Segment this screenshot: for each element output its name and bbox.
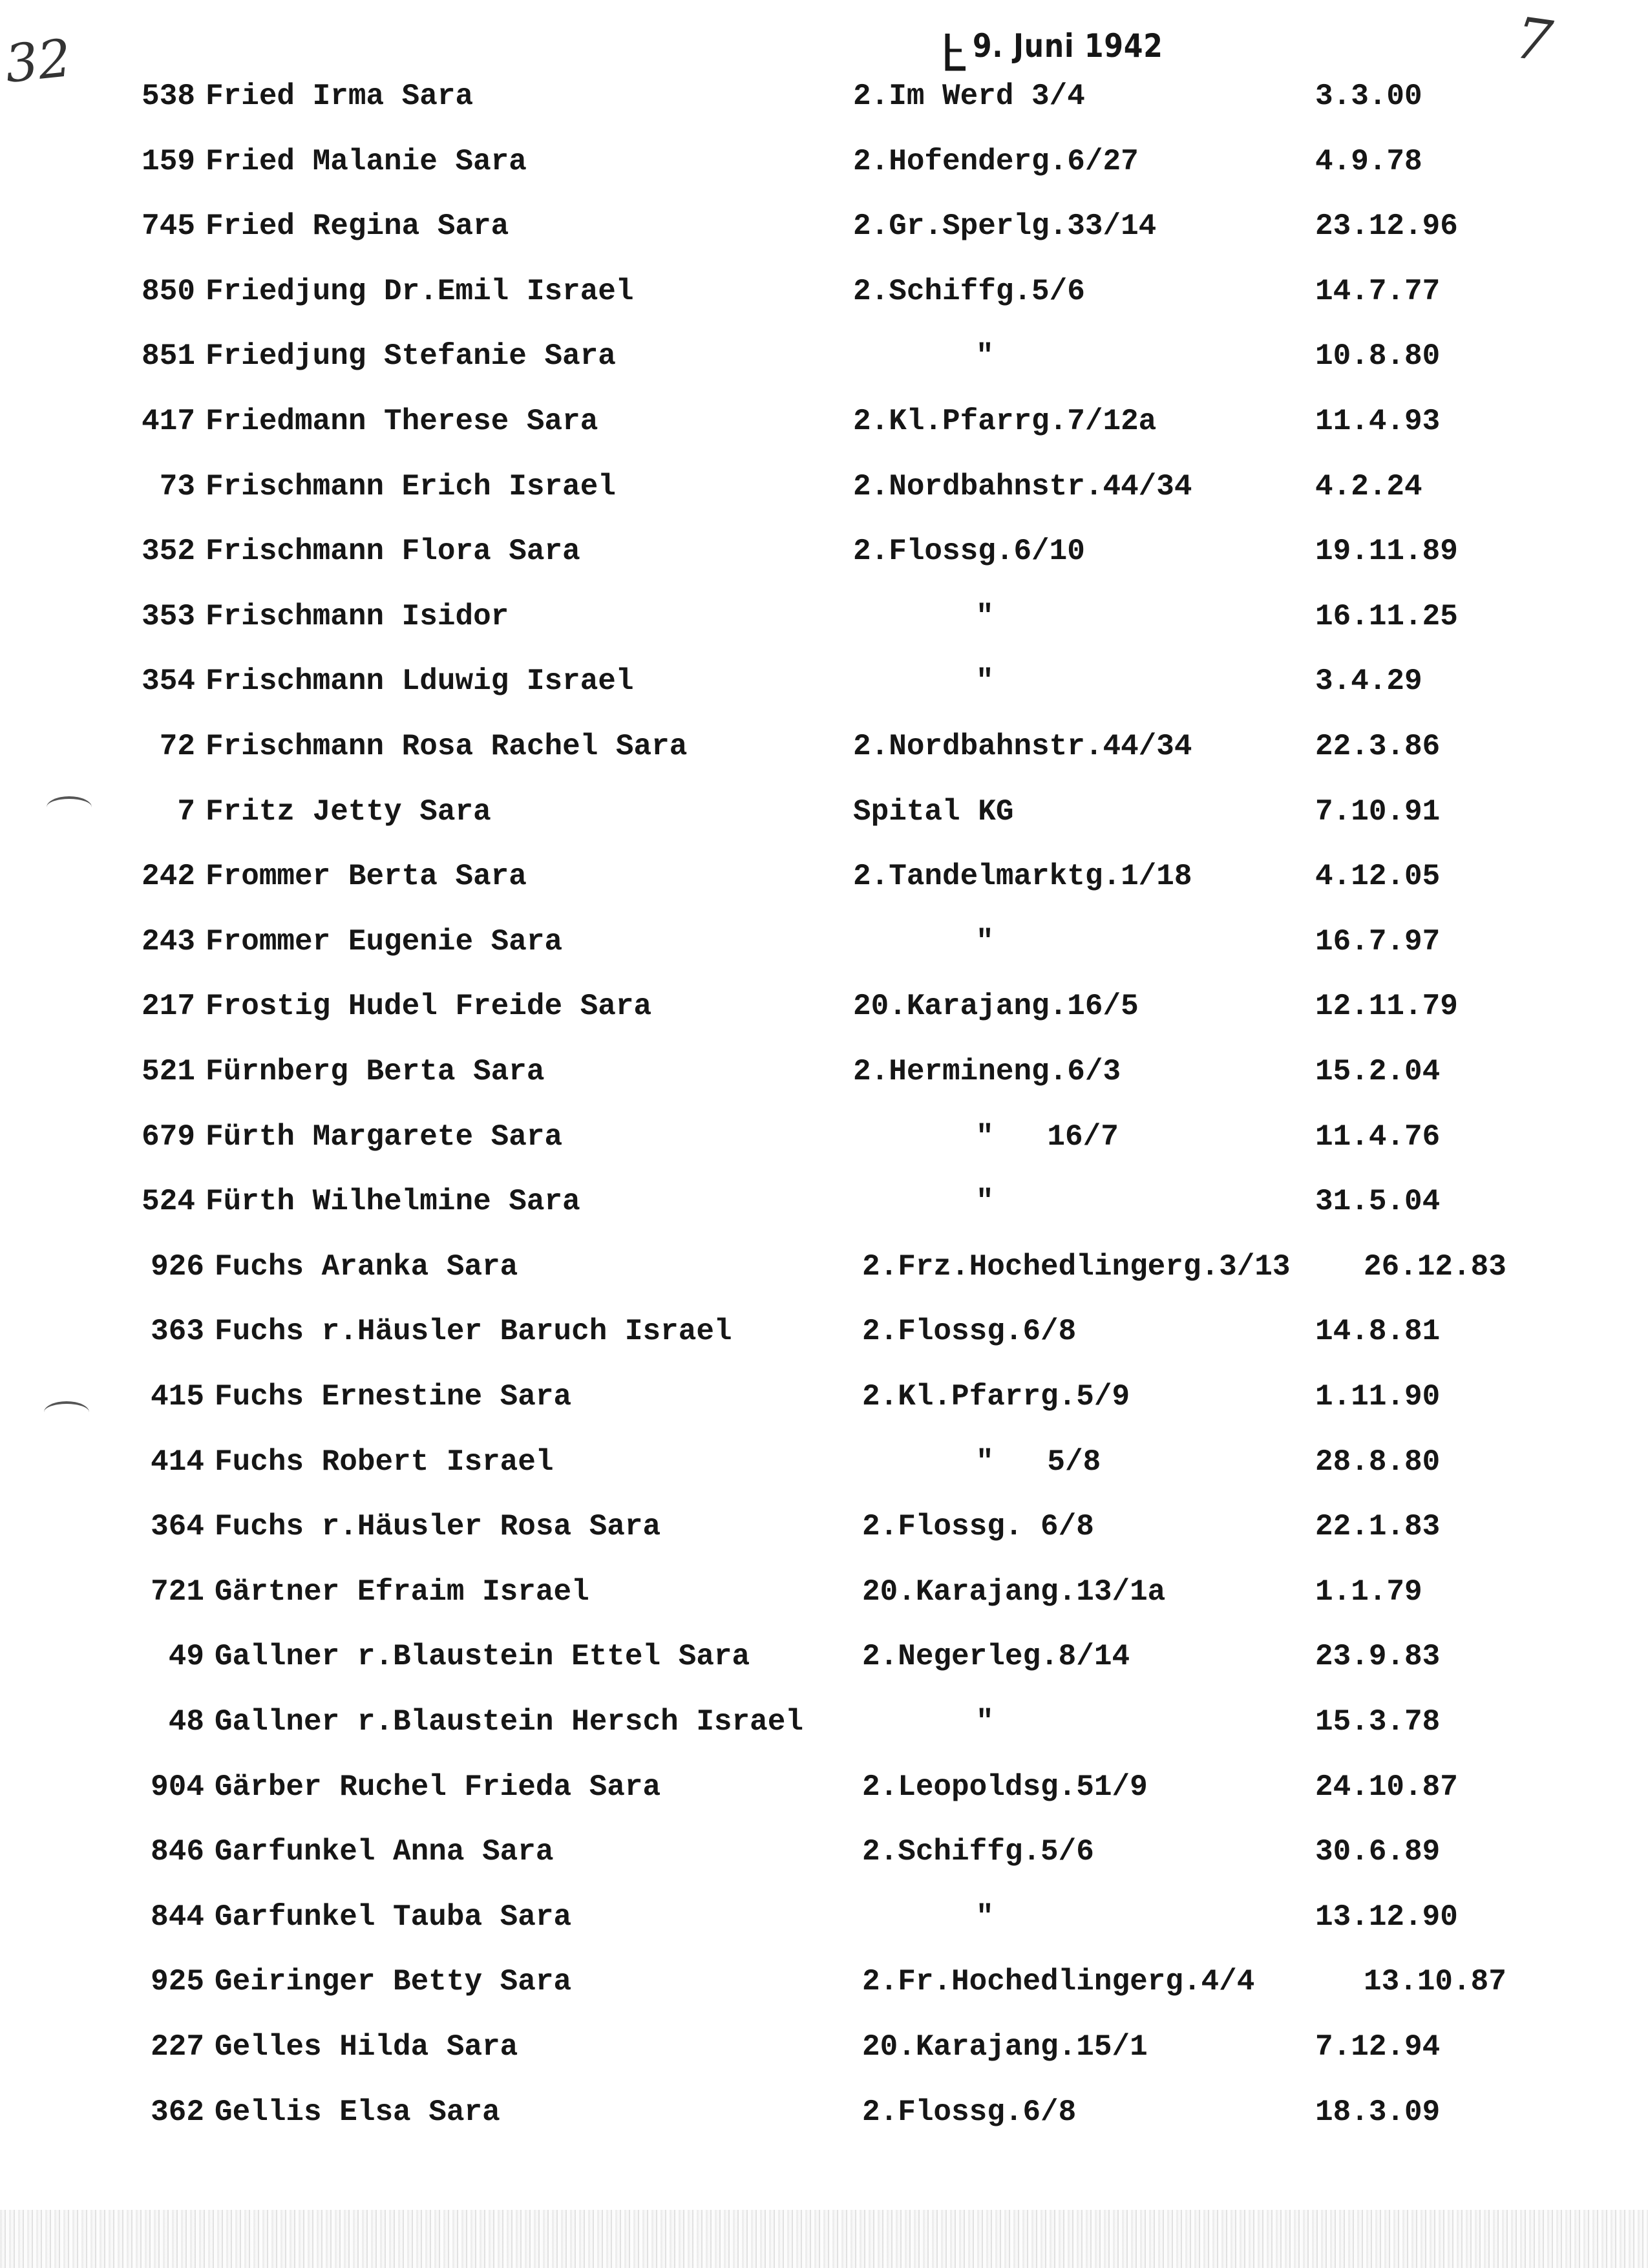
list-item (0, 522, 1648, 580)
list-item (0, 262, 1648, 321)
margin-note: 32 (2, 27, 74, 95)
list-item (0, 2083, 1648, 2141)
entry-birth-date: 14.7.77 (1315, 275, 1441, 308)
entry-name: Geiringer Betty Sara (215, 1965, 572, 1998)
entry-birth-date: 23.9.83 (1315, 1640, 1441, 1673)
list-item (0, 1693, 1648, 1751)
entry-address: 20.Karajang.13/1a (862, 1575, 1166, 1609)
entry-number: 7 (177, 795, 195, 829)
entry-name: Fürth Wilhelmine Sara (206, 1185, 580, 1218)
entry-name: Fuchs Aranka Sara (215, 1250, 518, 1284)
scan-edge (0, 2210, 1648, 2268)
entry-address: 2.Frz.Hochedlingerg.3/13 (862, 1250, 1291, 1284)
entry-birth-date: 16.7.97 (1315, 925, 1441, 959)
entry-birth-date: 30.6.89 (1315, 1835, 1441, 1869)
entry-number: 521 (142, 1055, 195, 1088)
entry-name: Gärber Ruchel Frieda Sara (215, 1770, 661, 1804)
entry-birth-date: 4.2.24 (1315, 470, 1422, 503)
entry-number: 679 (142, 1120, 195, 1154)
list-item (0, 1498, 1648, 1556)
entry-address: 2.Gr.Sperlg.33/14 (853, 209, 1157, 243)
entry-birth-date: 4.12.05 (1315, 860, 1441, 893)
entry-number: 354 (142, 664, 195, 698)
entry-name: Gallner r.Blaustein Hersch Israel (215, 1705, 803, 1739)
entry-address: 2.Flossg.6/10 (853, 535, 1085, 568)
list-item (0, 1823, 1648, 1881)
entry-number: 415 (151, 1380, 204, 1414)
entry-name: Fritz Jetty Sara (206, 795, 491, 829)
entry-birth-date: 26.12.83 (1364, 1250, 1506, 1284)
entry-name: Garfunkel Tauba Sara (215, 1900, 572, 1934)
entry-name: Frischmann Rosa Rachel Sara (206, 730, 688, 763)
list-item (0, 392, 1648, 450)
list-item (0, 1627, 1648, 1686)
entry-number: 844 (151, 1900, 204, 1934)
punch-hole-mark (47, 796, 92, 818)
entry-address: 2.Nordbahnstr.44/34 (853, 730, 1192, 763)
entry-number: 72 (159, 730, 195, 763)
list-item (0, 1302, 1648, 1361)
entry-birth-date: 11.4.93 (1315, 405, 1441, 438)
entry-number: 363 (151, 1315, 204, 1348)
entry-address: 2.Flossg.6/8 (862, 2095, 1077, 2129)
entry-name: Fried Regina Sara (206, 209, 509, 243)
entry-name: Friedjung Stefanie Sara (206, 339, 616, 373)
list-item (0, 717, 1648, 776)
entry-number: 846 (151, 1835, 204, 1869)
entry-number: 48 (168, 1705, 204, 1739)
entry-address: 2.Flossg.6/8 (862, 1315, 1077, 1348)
entry-number: 217 (142, 990, 195, 1023)
entry-number: 159 (142, 145, 195, 178)
entry-number: 850 (142, 275, 195, 308)
entry-name: Fuchs Ernestine Sara (215, 1380, 572, 1414)
list-item (0, 1238, 1648, 1296)
list-item (0, 588, 1648, 646)
entry-address: Spital KG (853, 795, 1014, 829)
entry-address: 2.Schiffg.5/6 (862, 1835, 1094, 1869)
list-item (0, 2018, 1648, 2076)
entry-address: 2.Negerleg.8/14 (862, 1640, 1130, 1673)
entry-address: " (976, 1705, 994, 1739)
entry-birth-date: 12.11.79 (1315, 990, 1458, 1023)
entry-birth-date: 15.2.04 (1315, 1055, 1441, 1088)
entry-birth-date: 31.5.04 (1315, 1185, 1441, 1218)
entry-address: " (976, 1900, 994, 1934)
entry-name: Garfunkel Anna Sara (215, 1835, 554, 1869)
list-item (0, 652, 1648, 710)
entry-birth-date: 19.11.89 (1315, 535, 1458, 568)
entry-birth-date: 4.9.78 (1315, 145, 1422, 178)
entry-number: 227 (151, 2030, 204, 2064)
entry-address: 2.Leopoldsg.51/9 (862, 1770, 1148, 1804)
entry-number: 721 (151, 1575, 204, 1609)
entry-address: 20.Karajang.16/5 (853, 990, 1139, 1023)
entry-birth-date: 24.10.87 (1315, 1770, 1458, 1804)
entry-birth-date: 15.3.78 (1315, 1705, 1441, 1739)
entry-birth-date: 18.3.09 (1315, 2095, 1441, 2129)
entry-number: 352 (142, 535, 195, 568)
entry-address: 2.Im Werd 3/4 (853, 79, 1085, 113)
entry-number: 414 (151, 1445, 204, 1479)
list-item (0, 783, 1648, 841)
entry-number: 353 (142, 600, 195, 633)
entry-number: 538 (142, 79, 195, 113)
entry-name: Fuchs r.Häusler Rosa Sara (215, 1510, 661, 1543)
entry-address: 2.Tandelmarktg.1/18 (853, 860, 1192, 893)
entry-name: Fuchs r.Häusler Baruch Israel (215, 1315, 732, 1348)
list-item (0, 1043, 1648, 1101)
entry-number: 242 (142, 860, 195, 893)
entry-name: Frischmann Flora Sara (206, 535, 580, 568)
entry-birth-date: 28.8.80 (1315, 1445, 1441, 1479)
entry-number: 524 (142, 1185, 195, 1218)
entry-birth-date: 3.4.29 (1315, 664, 1422, 698)
entry-address: " 16/7 (976, 1120, 1119, 1154)
list-item (0, 1888, 1648, 1946)
entry-address: " (976, 600, 994, 633)
entry-name: Fürth Margarete Sara (206, 1120, 563, 1154)
list-item (0, 1368, 1648, 1426)
entry-birth-date: 13.10.87 (1364, 1965, 1506, 1998)
entry-name: Frischmann Lduwig Israel (206, 664, 634, 698)
entry-birth-date: 1.1.79 (1315, 1575, 1422, 1609)
entry-birth-date: 22.1.83 (1315, 1510, 1441, 1543)
list-item (0, 913, 1648, 971)
entry-address: 2.Nordbahnstr.44/34 (853, 470, 1192, 503)
list-item (0, 1433, 1648, 1491)
list-item (0, 132, 1648, 191)
entry-name: Gallner r.Blaustein Ettel Sara (215, 1640, 750, 1673)
list-item (0, 847, 1648, 906)
entry-name: Fried Malanie Sara (206, 145, 527, 178)
entry-name: Gellis Elsa Sara (215, 2095, 500, 2129)
page-number: 7 (1511, 4, 1556, 76)
list-item (0, 1172, 1648, 1231)
entry-name: Frostig Hudel Freide Sara (206, 990, 652, 1023)
punch-hole-mark (44, 1401, 89, 1423)
entry-number: 364 (151, 1510, 204, 1543)
entry-number: 851 (142, 339, 195, 373)
entry-number: 362 (151, 2095, 204, 2129)
list-item (0, 1758, 1648, 1816)
entry-name: Frommer Eugenie Sara (206, 925, 563, 959)
entry-address: 2.Flossg. 6/8 (862, 1510, 1094, 1543)
entry-birth-date: 16.11.25 (1315, 600, 1458, 633)
entry-address: 2.Hermineng.6/3 (853, 1055, 1121, 1088)
entry-address: 2.Fr.Hochedlingerg.4/4 (862, 1965, 1255, 1998)
list-item (0, 1108, 1648, 1166)
entry-address: " (976, 1185, 994, 1218)
entry-name: Friedmann Therese Sara (206, 405, 598, 438)
entry-number: 926 (151, 1250, 204, 1284)
entry-birth-date: 14.8.81 (1315, 1315, 1441, 1348)
entry-number: 49 (168, 1640, 204, 1673)
entry-address: " (976, 664, 994, 698)
entry-number: 73 (159, 470, 195, 503)
entry-birth-date: 7.10.91 (1315, 795, 1441, 829)
entry-number: 904 (151, 1770, 204, 1804)
list-item (0, 1953, 1648, 2011)
date-stamp: 9. Juni 1942 (973, 27, 1163, 65)
entry-name: Friedjung Dr.Emil Israel (206, 275, 634, 308)
entry-number: 243 (142, 925, 195, 959)
entry-birth-date: 11.4.76 (1315, 1120, 1441, 1154)
entry-birth-date: 1.11.90 (1315, 1380, 1441, 1414)
entry-address: " (976, 925, 994, 959)
entry-birth-date: 10.8.80 (1315, 339, 1441, 373)
entry-name: Gärtner Efraim Israel (215, 1575, 589, 1609)
list-item (0, 197, 1648, 255)
entry-birth-date: 22.3.86 (1315, 730, 1441, 763)
entry-name: Frischmann Isidor (206, 600, 509, 633)
entry-address: 2.Schiffg.5/6 (853, 275, 1085, 308)
entry-name: Frischmann Erich Israel (206, 470, 616, 503)
entry-address: 20.Karajang.15/1 (862, 2030, 1148, 2064)
entry-name: Fürnberg Berta Sara (206, 1055, 545, 1088)
entry-number: 745 (142, 209, 195, 243)
list-item (0, 327, 1648, 385)
entry-number: 925 (151, 1965, 204, 1998)
entry-birth-date: 7.12.94 (1315, 2030, 1441, 2064)
entry-address: " (976, 339, 994, 373)
list-item (0, 977, 1648, 1035)
entry-address: 2.Kl.Pfarrg.7/12a (853, 405, 1157, 438)
entry-birth-date: 13.12.90 (1315, 1900, 1458, 1934)
entry-name: Frommer Berta Sara (206, 860, 527, 893)
entry-name: Fried Irma Sara (206, 79, 474, 113)
entry-address: 2.Kl.Pfarrg.5/9 (862, 1380, 1130, 1414)
list-item (0, 1563, 1648, 1621)
list-item (0, 67, 1648, 125)
entry-name: Fuchs Robert Israel (215, 1445, 554, 1479)
entry-address: 2.Hofenderg.6/27 (853, 145, 1139, 178)
entry-birth-date: 3.3.00 (1315, 79, 1422, 113)
entry-number: 417 (142, 405, 195, 438)
list-item (0, 458, 1648, 516)
entry-name: Gelles Hilda Sara (215, 2030, 518, 2064)
entry-birth-date: 23.12.96 (1315, 209, 1458, 243)
entry-address: " 5/8 (976, 1445, 1101, 1479)
